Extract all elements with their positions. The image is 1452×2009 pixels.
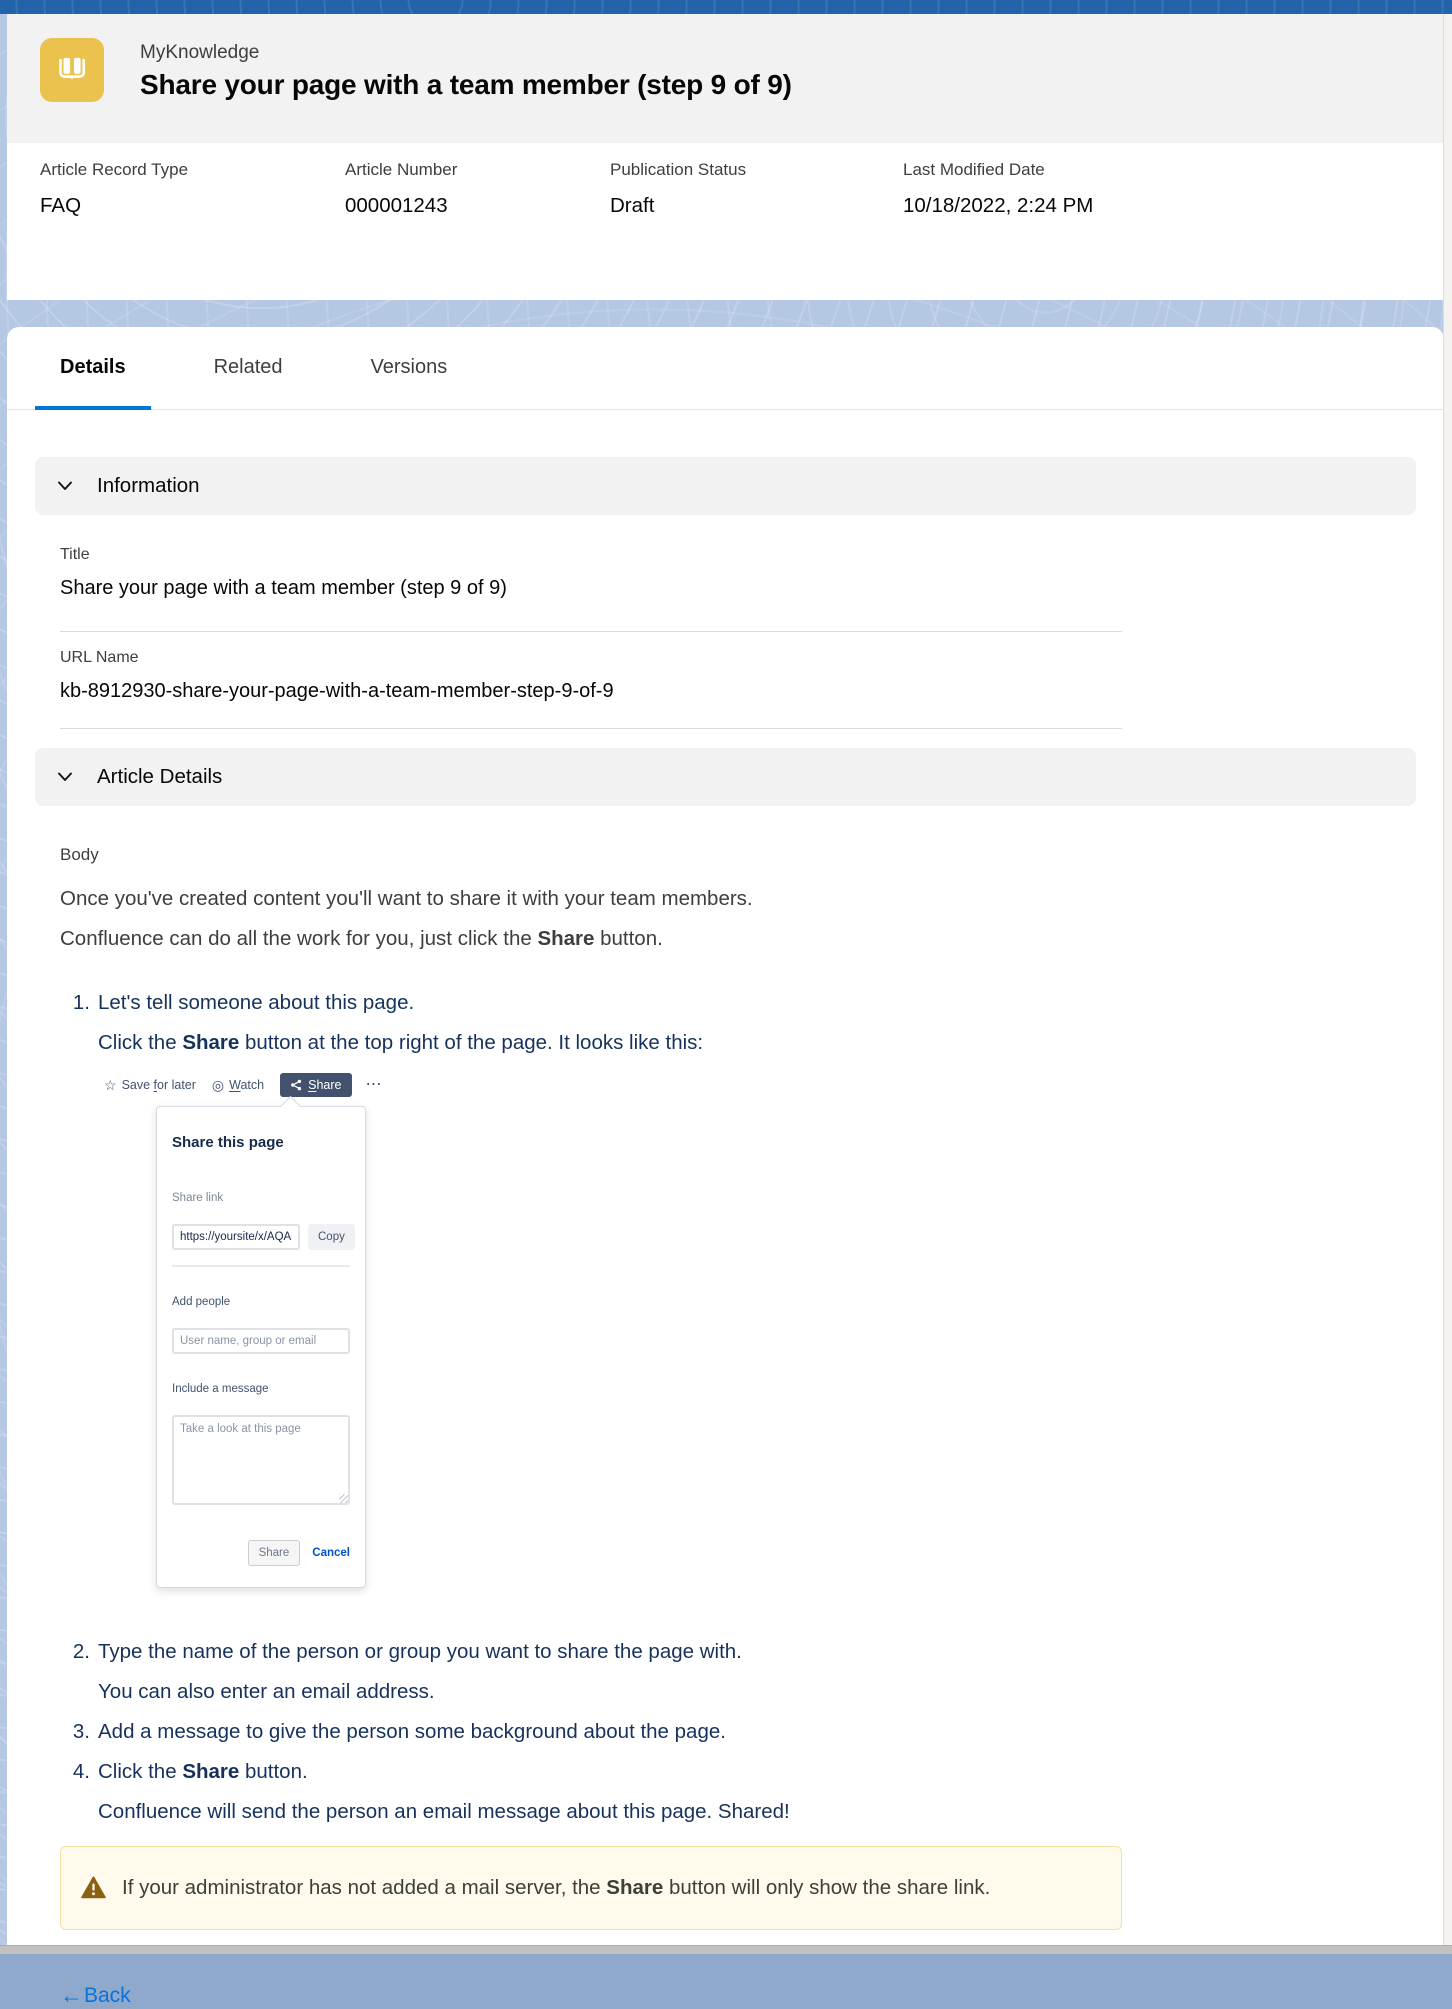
field-publication-status: Publication Status Draft [610,160,747,217]
object-type-label: MyKnowledge [140,42,260,63]
dialog-title: Share this page [172,1134,284,1151]
field-url-name [60,648,1122,729]
share-link-label: Share link [172,1192,224,1204]
back-link[interactable] [60,1982,131,2009]
article-body [60,844,1174,2009]
title-value: Share your page with a team member (step 9 of 9) [60,577,507,599]
vertical-scrollbar[interactable] [1443,14,1452,1946]
header-highlight-fields [7,143,1444,300]
page-title: Share your page with a team member (step 9 of 9) [140,69,792,100]
article-header-card [7,14,1444,300]
field-article-number: Article Number 000001243 [345,160,458,217]
chevron-down-icon [55,476,75,496]
more-actions-button[interactable]: ⋯ [365,1076,383,1093]
tab-versions[interactable]: Versions [370,356,448,378]
dialog-divider [172,1265,350,1267]
body-intro-paragraph: Once you've created content you'll want to share it with your team members. Confluence can do all the work for you, just click the Share button. [60,887,753,950]
share-button[interactable]: Share [280,1073,351,1097]
steps-list [60,983,1174,1832]
include-message-label: Include a message [172,1383,269,1395]
field-last-modified-date: Last Modified Date 10/18/2022, 2:24 PM [903,160,1094,217]
share-bold: Share [182,1031,240,1054]
title-label: Title [60,546,90,563]
copy-button[interactable]: Copy [308,1224,355,1250]
chevron-down-icon [55,767,75,787]
tab-related[interactable]: Related [213,356,283,378]
add-people-input[interactable] [172,1328,350,1354]
article-header-top [7,14,1444,143]
confluence-screenshot [104,1071,703,1588]
section-title-information: Information [97,474,200,497]
save-for-later-button[interactable]: ☆ Save for later [104,1077,196,1093]
section-header-article-details[interactable] [35,748,1416,806]
back-label: Back [84,1983,131,2007]
watch-eye-icon: ◎ [211,1077,225,1093]
back-arrow-icon: ← [60,1982,83,2008]
share-bold: Share [537,927,595,950]
section-title-article-details: Article Details [97,765,223,788]
warning-callout [60,1846,1122,1930]
star-icon: ☆ [104,1077,117,1093]
share-bold: Share [182,1760,240,1783]
url-name-label: URL Name [60,649,139,666]
confluence-toolbar [104,1071,703,1099]
dialog-share-button[interactable]: Share [248,1540,301,1566]
share-dialog [156,1106,366,1588]
field-article-record-type: Article Record Type FAQ [40,160,189,217]
dialog-cancel-link[interactable]: Cancel [312,1547,350,1559]
field-title [60,545,1122,632]
section-header-information[interactable] [35,457,1416,515]
share-bold: Share [606,1876,664,1899]
knowledge-book-icon [40,38,104,102]
watch-button[interactable]: ◎ Watch [211,1077,265,1093]
share-icon [290,1079,302,1091]
step-4: 4. Click the Share button. Confluence will send the person an email message about this page. Shared! [72,1760,790,1823]
step-2: 2. Type the name of the person or group you want to share the page with. You can also enter an email address. [72,1640,742,1703]
horizontal-scrollbar[interactable] [0,1945,1452,1954]
warning-text: If your administrator has not added a mail server, the Share button will only show the share link. [122,1876,991,1899]
step-1: 1. Let's tell someone about this page. Click the Share button at the top right of the page. It looks like this: ☆ Save for later ◎ Watch Share ⋯ Share this page Share link https://yoursite/x/AQAC Copy Add people User name, group or email Include a message Take a look at this page Share Cancel [60,983,1174,1588]
article-detail-card [7,327,1444,2008]
dialog-caret [280,1096,301,1117]
window-top-strip [0,0,1452,14]
add-people-label: Add people [172,1296,231,1308]
url-name-value: kb-8912930-share-your-page-with-a-team-member-step-9-of-9 [60,680,614,702]
tab-bar [7,327,1444,410]
share-link-input[interactable] [172,1224,300,1250]
warning-triangle-icon [81,1876,106,1899]
message-textarea[interactable] [172,1415,350,1505]
body-label: Body [60,845,99,864]
tab-details[interactable]: Details [35,327,151,409]
step-3: 3. Add a message to give the person some background about the page. [72,1720,726,1743]
